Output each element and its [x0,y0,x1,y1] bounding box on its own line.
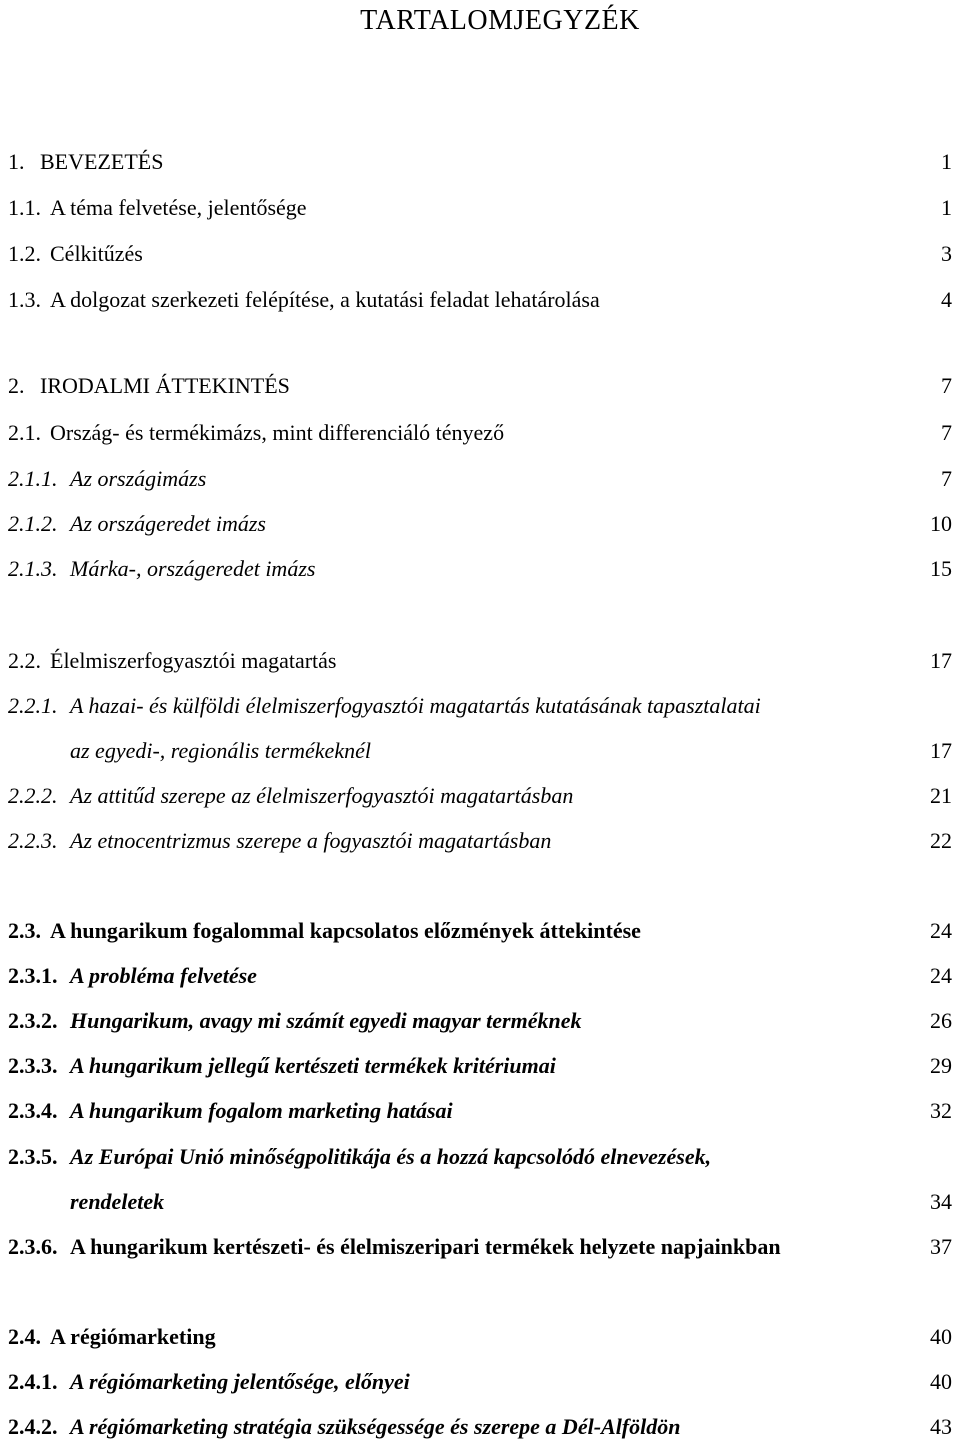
toc-entry-page: 17 [930,648,952,673]
toc-entry-number: 2.2.1. [8,693,58,718]
toc-entry-number: 2.3.3. [8,1053,58,1078]
toc-entry[interactable] [0,1187,960,1217]
toc-entry-title: A hungarikum jellegű kertészeti termékek kritériumai [70,1053,556,1078]
toc-entry-title: A hungarikum fogalom marketing hatásai [70,1098,453,1123]
toc-entry-title: Ország- és termékimázs, mint differenciáló tényező [50,420,505,445]
toc-entry-number: 1.3. [8,287,41,312]
toc-entry-page: 32 [930,1098,952,1123]
toc-entry[interactable] [0,1096,960,1126]
toc-entry-number: 2.3. [8,918,41,943]
toc-entry[interactable] [0,826,960,856]
toc-entry[interactable] [0,691,960,721]
toc-entry-page: 15 [930,556,952,581]
toc-entry-title: Az Európai Unió minőségpolitikája és a hozzá kapcsolódó elnevezések, [70,1144,712,1169]
toc-entry-page: 40 [930,1369,952,1394]
toc-entry[interactable] [0,147,960,177]
toc-entry-page: 22 [930,828,952,853]
toc-entry[interactable] [0,646,960,676]
toc-entry-title: A régiómarketing jelentősége, előnyei [70,1369,410,1394]
toc-entry-number: 2.2. [8,648,41,673]
toc-entry-title: BEVEZETÉS [40,149,164,174]
toc-entry-number: 2.2.3. [8,828,58,853]
toc-entry-page: 37 [930,1234,952,1259]
toc-entry-title: rendeletek [70,1189,165,1214]
toc-entry-page: 26 [930,1008,952,1033]
toc-entry-page: 3 [941,241,952,266]
toc-entry[interactable] [0,1051,960,1081]
toc-entry-page: 1 [941,195,952,220]
toc-entry-page: 34 [930,1189,952,1214]
toc-entry[interactable] [0,554,960,584]
toc-entry-number: 2.1.2. [8,511,58,536]
toc-entry-page: 17 [930,738,952,763]
toc-entry-number: 2.3.6. [8,1234,58,1259]
toc-entry-page: 4 [941,287,952,312]
toc-entry-title: A téma felvetése, jelentősége [50,195,307,220]
toc-entry-page: 29 [930,1053,952,1078]
toc-entry[interactable] [0,1006,960,1036]
toc-entry[interactable] [0,418,960,448]
toc-entry[interactable] [0,371,960,401]
toc-entry[interactable] [0,193,960,223]
toc-title: TARTALOMJEGYZÉK [360,5,640,36]
toc-entry-number: 1. [8,149,25,174]
toc-entry-page: 40 [930,1324,952,1349]
toc-entry-number: 1.1. [8,195,41,220]
toc-entry[interactable] [0,1412,960,1442]
toc-entry-title: Az országeredet imázs [70,511,266,536]
toc-entry-number: 2.3.5. [8,1144,58,1169]
toc-entry-page: 7 [941,420,952,445]
toc-entry[interactable] [0,1322,960,1352]
toc-entry-title: A régiómarketing [50,1324,216,1349]
toc-entry-number: 2.4. [8,1324,41,1349]
toc-entry-number: 2.1.1. [8,466,58,491]
toc-entry-number: 2.2.2. [8,783,58,808]
toc-entry-title: A régiómarketing stratégia szükségessége és szerepe a Dél-Alföldön [70,1414,681,1439]
toc-entry-number: 2.3.4. [8,1098,58,1123]
toc-entry-number: 2.3.1. [8,963,58,988]
toc-entry[interactable] [0,509,960,539]
toc-entry[interactable] [0,1367,960,1397]
toc-entry-title: IRODALMI ÁTTEKINTÉS [40,373,290,398]
toc-entry[interactable] [0,961,960,991]
toc-entry-page: 24 [930,963,952,988]
toc-entry-number: 1.2. [8,241,41,266]
toc-entry-title: Hungarikum, avagy mi számít egyedi magyar terméknek [70,1008,582,1033]
toc-entry[interactable] [0,239,960,269]
toc-entry-title: Élelmiszerfogyasztói magatartás [50,648,337,673]
toc-entry[interactable] [0,781,960,811]
toc-entry-title: A dolgozat szerkezeti felépítése, a kutatási feladat lehatárolása [50,287,600,312]
toc-entry-number: 2.4.1. [8,1369,58,1394]
toc-entry-title: A hazai- és külföldi élelmiszerfogyasztói magatartás kutatásának tapasztalatai [70,693,761,718]
toc-entry[interactable] [0,1232,960,1262]
toc-entry-title: Az attitűd szerepe az élelmiszerfogyasztói magatartásban [70,783,574,808]
toc-entry[interactable] [0,464,960,494]
toc-entry-title: Az országimázs [70,466,207,491]
toc-entry[interactable] [0,285,960,315]
toc-entry[interactable] [0,916,960,946]
toc-entry-page: 10 [930,511,952,536]
toc-entry-title: Az etnocentrizmus szerepe a fogyasztói magatartásban [70,828,552,853]
toc-entry-title: Márka-, országeredet imázs [70,556,316,581]
toc-entry-page: 7 [941,373,952,398]
toc-entry-number: 2. [8,373,25,398]
toc-entry-page: 7 [941,466,952,491]
toc-entry-title: A hungarikum fogalommal kapcsolatos előzmények áttekintése [50,918,641,943]
toc-entry-number: 2.4.2. [8,1414,58,1439]
toc-entry-number: 2.1.3. [8,556,58,581]
toc-entry-title: az egyedi-, regionális termékeknél [70,738,371,763]
toc-entry-page: 24 [930,918,952,943]
toc-entry-title: A probléma felvetése [70,963,257,988]
toc-entry-page: 21 [930,783,952,808]
toc-entry-number: 2.3.2. [8,1008,58,1033]
toc-entry-title: Célkitűzés [50,241,143,266]
toc-entry[interactable] [0,1142,960,1172]
toc-entry-page: 1 [941,149,952,174]
toc-entry-title: A hungarikum kertészeti- és élelmiszeripari termékek helyzete napjainkban [70,1234,781,1259]
toc-entry-number: 2.1. [8,420,41,445]
toc-entry-page: 43 [930,1414,952,1439]
toc-entry[interactable] [0,736,960,766]
